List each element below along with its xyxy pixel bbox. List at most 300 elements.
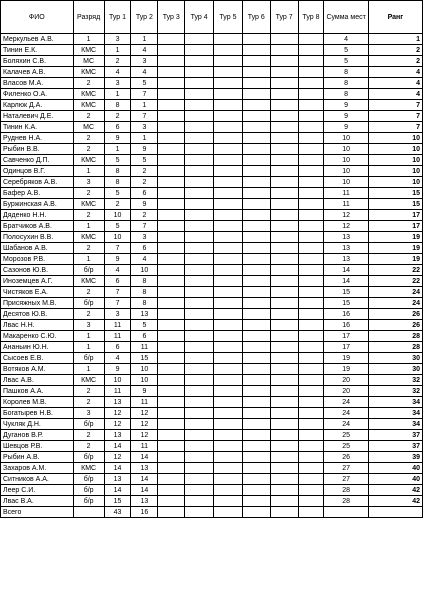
empty-tour-cell bbox=[270, 155, 298, 166]
empty-tour-cell bbox=[298, 386, 324, 397]
empty-tour-cell bbox=[158, 452, 185, 463]
total-tour-2: 16 bbox=[131, 507, 158, 518]
rank: 28 bbox=[368, 331, 422, 342]
tour-2-place: 12 bbox=[131, 408, 158, 419]
table-row bbox=[1, 430, 423, 441]
empty-tour-cell bbox=[158, 353, 185, 364]
tour-1-place: 2 bbox=[104, 111, 131, 122]
sum-of-places: 12 bbox=[324, 210, 368, 221]
empty-tour-cell bbox=[242, 474, 270, 485]
rank: 26 bbox=[368, 309, 422, 320]
empty-tour-cell bbox=[270, 122, 298, 133]
empty-tour-cell bbox=[242, 452, 270, 463]
empty-tour-cell bbox=[185, 111, 214, 122]
empty-tour-cell bbox=[298, 364, 324, 375]
player-name: Рыбин В.В. bbox=[1, 144, 74, 155]
tour-1-place: 13 bbox=[104, 474, 131, 485]
tour-1-place: 12 bbox=[104, 419, 131, 430]
table-row bbox=[1, 111, 423, 122]
sum-of-places: 15 bbox=[324, 298, 368, 309]
empty-tour-cell bbox=[214, 320, 243, 331]
empty-tour-cell bbox=[214, 386, 243, 397]
empty-tour-cell bbox=[185, 34, 214, 45]
sum-of-places: 25 bbox=[324, 430, 368, 441]
sum-of-places: 17 bbox=[324, 331, 368, 342]
empty-tour-cell bbox=[185, 221, 214, 232]
player-grade: КМС bbox=[73, 199, 104, 210]
player-name: Иноземцев А.Г. bbox=[1, 276, 74, 287]
tour-1-place: 8 bbox=[104, 166, 131, 177]
tour-1-place: 1 bbox=[104, 45, 131, 56]
empty-tour-cell bbox=[185, 452, 214, 463]
empty-tour-cell bbox=[270, 199, 298, 210]
empty-tour-cell bbox=[214, 67, 243, 78]
rank: 30 bbox=[368, 353, 422, 364]
player-grade: б/р bbox=[73, 496, 104, 507]
empty-tour-cell bbox=[242, 232, 270, 243]
empty-tour-cell bbox=[242, 320, 270, 331]
tour-2-place: 11 bbox=[131, 397, 158, 408]
empty-tour-cell bbox=[214, 254, 243, 265]
rank: 10 bbox=[368, 177, 422, 188]
header-tour-7: Тур 7 bbox=[270, 1, 298, 34]
empty-tour-cell bbox=[158, 364, 185, 375]
empty-tour-cell bbox=[158, 397, 185, 408]
empty-tour-cell bbox=[158, 419, 185, 430]
empty-tour-cell bbox=[185, 364, 214, 375]
header-tour-8: Тур 8 bbox=[298, 1, 324, 34]
empty-tour-cell bbox=[214, 485, 243, 496]
sum-of-places: 13 bbox=[324, 243, 368, 254]
table-row bbox=[1, 122, 423, 133]
player-name: Макаренко С.Ю. bbox=[1, 331, 74, 342]
player-name: Наталевич Д.Е. bbox=[1, 111, 74, 122]
empty-tour-cell bbox=[185, 188, 214, 199]
sum-of-places: 8 bbox=[324, 89, 368, 100]
empty-tour-cell bbox=[185, 474, 214, 485]
empty-tour-cell bbox=[242, 188, 270, 199]
rank: 4 bbox=[368, 78, 422, 89]
player-grade: б/р bbox=[73, 265, 104, 276]
empty-tour-cell bbox=[158, 287, 185, 298]
player-grade: 2 bbox=[73, 111, 104, 122]
empty-tour-cell bbox=[214, 133, 243, 144]
empty-tour-cell bbox=[298, 199, 324, 210]
sum-of-places: 10 bbox=[324, 144, 368, 155]
tour-1-place: 7 bbox=[104, 243, 131, 254]
empty-tour-cell bbox=[242, 496, 270, 507]
total-grade bbox=[73, 507, 104, 518]
empty-tour-cell bbox=[298, 166, 324, 177]
table-row bbox=[1, 386, 423, 397]
tour-2-place: 4 bbox=[131, 254, 158, 265]
empty-tour-cell bbox=[298, 452, 324, 463]
player-grade: 3 bbox=[73, 408, 104, 419]
empty-tour-cell bbox=[298, 232, 324, 243]
empty-tour-cell bbox=[270, 287, 298, 298]
tour-1-place: 6 bbox=[104, 122, 131, 133]
empty-tour-cell bbox=[214, 232, 243, 243]
rank: 15 bbox=[368, 188, 422, 199]
tour-2-place: 10 bbox=[131, 364, 158, 375]
empty-tour-cell bbox=[298, 276, 324, 287]
empty-tour-cell bbox=[242, 100, 270, 111]
tour-2-place: 3 bbox=[131, 232, 158, 243]
empty-tour-cell bbox=[214, 309, 243, 320]
tour-1-place: 11 bbox=[104, 320, 131, 331]
header-tour-2: Тур 2 bbox=[131, 1, 158, 34]
sum-of-places: 9 bbox=[324, 111, 368, 122]
table-row bbox=[1, 364, 423, 375]
empty-tour-cell bbox=[214, 353, 243, 364]
empty-tour-cell bbox=[158, 430, 185, 441]
table-row bbox=[1, 353, 423, 364]
empty-tour-cell bbox=[242, 111, 270, 122]
empty-tour-cell bbox=[298, 353, 324, 364]
rank: 24 bbox=[368, 287, 422, 298]
player-name: Филенко О.А. bbox=[1, 89, 74, 100]
empty-tour-cell bbox=[185, 166, 214, 177]
player-name: Дуганов В.Р. bbox=[1, 430, 74, 441]
tour-2-place: 2 bbox=[131, 166, 158, 177]
empty-tour-cell bbox=[298, 408, 324, 419]
tour-1-place: 14 bbox=[104, 441, 131, 452]
player-grade: КМС bbox=[73, 276, 104, 287]
rank: 40 bbox=[368, 463, 422, 474]
empty-tour-cell bbox=[242, 67, 270, 78]
empty-tour-cell bbox=[185, 177, 214, 188]
empty-tour-cell bbox=[214, 221, 243, 232]
player-grade: МС bbox=[73, 56, 104, 67]
table-row bbox=[1, 78, 423, 89]
player-name: Сазонов Ю.В. bbox=[1, 265, 74, 276]
empty-tour-cell bbox=[185, 122, 214, 133]
empty-tour-cell bbox=[158, 232, 185, 243]
table-row bbox=[1, 199, 423, 210]
table-row bbox=[1, 56, 423, 67]
empty-tour-cell bbox=[214, 188, 243, 199]
sum-of-places: 14 bbox=[324, 276, 368, 287]
player-name: Шабанов А.В. bbox=[1, 243, 74, 254]
tour-1-place: 14 bbox=[104, 463, 131, 474]
rank: 10 bbox=[368, 133, 422, 144]
tour-2-place: 13 bbox=[131, 463, 158, 474]
empty-tour-cell bbox=[298, 67, 324, 78]
tour-2-place: 1 bbox=[131, 34, 158, 45]
player-grade: КМС bbox=[73, 89, 104, 100]
table-row bbox=[1, 265, 423, 276]
empty-tour-cell bbox=[185, 89, 214, 100]
empty-tour-cell bbox=[214, 287, 243, 298]
empty-tour-cell bbox=[298, 320, 324, 331]
empty-tour-cell bbox=[185, 397, 214, 408]
player-grade: б/р bbox=[73, 474, 104, 485]
empty-tour-cell bbox=[214, 78, 243, 89]
player-grade: МС bbox=[73, 122, 104, 133]
rank: 22 bbox=[368, 265, 422, 276]
empty-tour-cell bbox=[298, 287, 324, 298]
empty-tour-cell bbox=[298, 100, 324, 111]
total-tour-1: 43 bbox=[104, 507, 131, 518]
tour-2-place: 4 bbox=[131, 45, 158, 56]
tour-1-place: 1 bbox=[104, 144, 131, 155]
empty-tour-cell bbox=[298, 34, 324, 45]
empty-tour-cell bbox=[270, 364, 298, 375]
empty-tour-cell bbox=[270, 353, 298, 364]
tour-2-place: 14 bbox=[131, 474, 158, 485]
empty-tour-cell bbox=[185, 441, 214, 452]
empty-tour-cell bbox=[298, 177, 324, 188]
empty-tour-cell bbox=[270, 309, 298, 320]
empty-tour-cell bbox=[214, 397, 243, 408]
player-name: Шевцов Р.В. bbox=[1, 441, 74, 452]
empty-tour-cell bbox=[242, 78, 270, 89]
player-grade: 2 bbox=[73, 441, 104, 452]
empty-tour-cell bbox=[270, 78, 298, 89]
table-row bbox=[1, 177, 423, 188]
empty-tour-cell bbox=[214, 375, 243, 386]
player-grade: 2 bbox=[73, 243, 104, 254]
empty-tour-cell bbox=[185, 419, 214, 430]
table-row bbox=[1, 166, 423, 177]
empty-tour-cell bbox=[158, 221, 185, 232]
total-label: Всего bbox=[1, 507, 74, 518]
empty-tour-cell bbox=[185, 353, 214, 364]
empty-tour-cell bbox=[158, 67, 185, 78]
empty-tour-cell bbox=[298, 430, 324, 441]
table-row bbox=[1, 67, 423, 78]
empty-tour-cell bbox=[158, 254, 185, 265]
tour-2-place: 15 bbox=[131, 353, 158, 364]
sum-of-places: 14 bbox=[324, 265, 368, 276]
empty-tour-cell bbox=[242, 155, 270, 166]
tour-1-place: 10 bbox=[104, 375, 131, 386]
empty-tour-cell bbox=[185, 67, 214, 78]
empty-tour-cell bbox=[185, 430, 214, 441]
empty-tour-cell bbox=[242, 199, 270, 210]
empty-tour-cell bbox=[270, 441, 298, 452]
table-row bbox=[1, 254, 423, 265]
rank: 24 bbox=[368, 298, 422, 309]
empty-tour-cell bbox=[298, 419, 324, 430]
tour-1-place: 10 bbox=[104, 232, 131, 243]
empty-tour-cell bbox=[158, 496, 185, 507]
empty-tour-cell bbox=[185, 386, 214, 397]
empty-tour-cell bbox=[214, 331, 243, 342]
tour-2-place: 2 bbox=[131, 210, 158, 221]
empty-tour-cell bbox=[298, 111, 324, 122]
tour-1-place: 4 bbox=[104, 265, 131, 276]
empty-tour-cell bbox=[158, 133, 185, 144]
player-name: Лвас В.А. bbox=[1, 496, 74, 507]
player-name: Богатырев Н.В. bbox=[1, 408, 74, 419]
rank: 7 bbox=[368, 111, 422, 122]
sum-of-places: 5 bbox=[324, 45, 368, 56]
empty-tour-cell bbox=[158, 265, 185, 276]
empty-tour-cell bbox=[242, 375, 270, 386]
empty-tour-cell bbox=[242, 56, 270, 67]
rank: 7 bbox=[368, 100, 422, 111]
empty-tour-cell bbox=[270, 89, 298, 100]
tour-1-place: 15 bbox=[104, 496, 131, 507]
tour-2-place: 14 bbox=[131, 485, 158, 496]
player-name: Бафер А.В. bbox=[1, 188, 74, 199]
player-grade: 1 bbox=[73, 221, 104, 232]
tour-2-place: 10 bbox=[131, 375, 158, 386]
player-name: Присяжных М.В. bbox=[1, 298, 74, 309]
header-tour-1: Тур 1 bbox=[104, 1, 131, 34]
empty-tour-cell bbox=[185, 320, 214, 331]
empty-tour-cell bbox=[214, 342, 243, 353]
empty-tour-cell bbox=[158, 375, 185, 386]
player-name: Леер С.И. bbox=[1, 485, 74, 496]
empty-tour-cell bbox=[214, 199, 243, 210]
rank: 10 bbox=[368, 155, 422, 166]
sum-of-places: 8 bbox=[324, 67, 368, 78]
empty-tour-cell bbox=[214, 243, 243, 254]
empty-tour-cell bbox=[185, 485, 214, 496]
empty-tour-cell bbox=[298, 122, 324, 133]
table-row bbox=[1, 232, 423, 243]
tour-2-place: 5 bbox=[131, 320, 158, 331]
empty-tour-cell bbox=[214, 89, 243, 100]
empty-tour-cell bbox=[242, 45, 270, 56]
tour-2-place: 7 bbox=[131, 111, 158, 122]
sum-of-places: 9 bbox=[324, 100, 368, 111]
empty-tour-cell bbox=[298, 144, 324, 155]
tour-1-place: 2 bbox=[104, 199, 131, 210]
player-grade: 1 bbox=[73, 34, 104, 45]
empty-tour-cell bbox=[185, 276, 214, 287]
tour-1-place: 13 bbox=[104, 430, 131, 441]
empty-tour-cell bbox=[214, 34, 243, 45]
sum-of-places: 19 bbox=[324, 364, 368, 375]
tour-1-place: 7 bbox=[104, 298, 131, 309]
empty-tour-cell bbox=[185, 56, 214, 67]
empty-tour-cell bbox=[270, 144, 298, 155]
empty-tour-cell bbox=[185, 100, 214, 111]
rank: 34 bbox=[368, 419, 422, 430]
player-grade: б/р bbox=[73, 485, 104, 496]
empty-tour-cell bbox=[298, 45, 324, 56]
empty-tour-cell bbox=[185, 342, 214, 353]
player-grade: 2 bbox=[73, 397, 104, 408]
player-grade: 3 bbox=[73, 320, 104, 331]
empty-tour-cell bbox=[185, 496, 214, 507]
empty-tour-cell bbox=[185, 199, 214, 210]
sum-of-places: 13 bbox=[324, 254, 368, 265]
empty-tour-cell bbox=[158, 441, 185, 452]
rank: 4 bbox=[368, 67, 422, 78]
empty-tour-cell bbox=[242, 419, 270, 430]
tour-1-place: 8 bbox=[104, 177, 131, 188]
empty-tour-cell bbox=[298, 375, 324, 386]
tour-1-place: 9 bbox=[104, 364, 131, 375]
empty-tour-cell bbox=[270, 496, 298, 507]
player-name: Вотяков А.М. bbox=[1, 364, 74, 375]
empty-tour-cell bbox=[270, 56, 298, 67]
player-grade: 2 bbox=[73, 78, 104, 89]
empty-tour-cell bbox=[242, 485, 270, 496]
tour-2-place: 9 bbox=[131, 386, 158, 397]
player-name: Савченко Д.П. bbox=[1, 155, 74, 166]
empty-tour-cell bbox=[270, 188, 298, 199]
empty-tour-cell bbox=[242, 408, 270, 419]
rank: 17 bbox=[368, 210, 422, 221]
tour-1-place: 9 bbox=[104, 254, 131, 265]
tour-2-place: 8 bbox=[131, 276, 158, 287]
tour-2-place: 3 bbox=[131, 122, 158, 133]
table-row bbox=[1, 474, 423, 485]
empty-tour-cell bbox=[270, 111, 298, 122]
table-row bbox=[1, 320, 423, 331]
empty-tour-cell bbox=[185, 375, 214, 386]
tour-2-place: 13 bbox=[131, 496, 158, 507]
empty-tour-cell bbox=[158, 188, 185, 199]
sum-of-places: 17 bbox=[324, 342, 368, 353]
table-row bbox=[1, 463, 423, 474]
tour-1-place: 3 bbox=[104, 78, 131, 89]
empty-tour-cell bbox=[270, 166, 298, 177]
player-name: Ситников А.А. bbox=[1, 474, 74, 485]
empty-tour-cell bbox=[298, 397, 324, 408]
empty-tour-cell bbox=[298, 155, 324, 166]
rank: 42 bbox=[368, 485, 422, 496]
empty-tour-cell bbox=[185, 144, 214, 155]
player-name: Одинцов В.Г. bbox=[1, 166, 74, 177]
empty-tour-cell bbox=[270, 419, 298, 430]
rank: 19 bbox=[368, 232, 422, 243]
rank: 32 bbox=[368, 386, 422, 397]
empty-tour-cell bbox=[214, 177, 243, 188]
empty-tour-cell bbox=[242, 364, 270, 375]
empty-tour-cell bbox=[242, 331, 270, 342]
tour-1-place: 11 bbox=[104, 331, 131, 342]
empty-tour-cell bbox=[242, 276, 270, 287]
player-grade: б/р bbox=[73, 353, 104, 364]
sum-of-places: 27 bbox=[324, 463, 368, 474]
empty-tour-cell bbox=[158, 320, 185, 331]
sum-of-places: 28 bbox=[324, 496, 368, 507]
rank: 22 bbox=[368, 276, 422, 287]
empty-tour-cell bbox=[214, 430, 243, 441]
table-row bbox=[1, 188, 423, 199]
table-row bbox=[1, 287, 423, 298]
tour-1-place: 12 bbox=[104, 452, 131, 463]
empty-tour-cell bbox=[270, 430, 298, 441]
table-row bbox=[1, 331, 423, 342]
empty-tour-cell bbox=[242, 221, 270, 232]
table-row bbox=[1, 375, 423, 386]
player-grade: КМС bbox=[73, 375, 104, 386]
empty-tour-cell bbox=[298, 210, 324, 221]
player-name: Дяденко Н.Н. bbox=[1, 210, 74, 221]
rank: 34 bbox=[368, 408, 422, 419]
sum-of-places: 15 bbox=[324, 287, 368, 298]
empty-tour-cell bbox=[242, 353, 270, 364]
empty-tour-cell bbox=[298, 243, 324, 254]
tour-1-place: 13 bbox=[104, 397, 131, 408]
header-name: ФИО bbox=[1, 1, 74, 34]
tour-1-place: 14 bbox=[104, 485, 131, 496]
rank: 1 bbox=[368, 34, 422, 45]
sum-of-places: 16 bbox=[324, 309, 368, 320]
tour-1-place: 11 bbox=[104, 386, 131, 397]
player-grade: КМС bbox=[73, 100, 104, 111]
tour-1-place: 4 bbox=[104, 353, 131, 364]
header-sum: Сумма мест bbox=[324, 1, 368, 34]
table-row bbox=[1, 276, 423, 287]
